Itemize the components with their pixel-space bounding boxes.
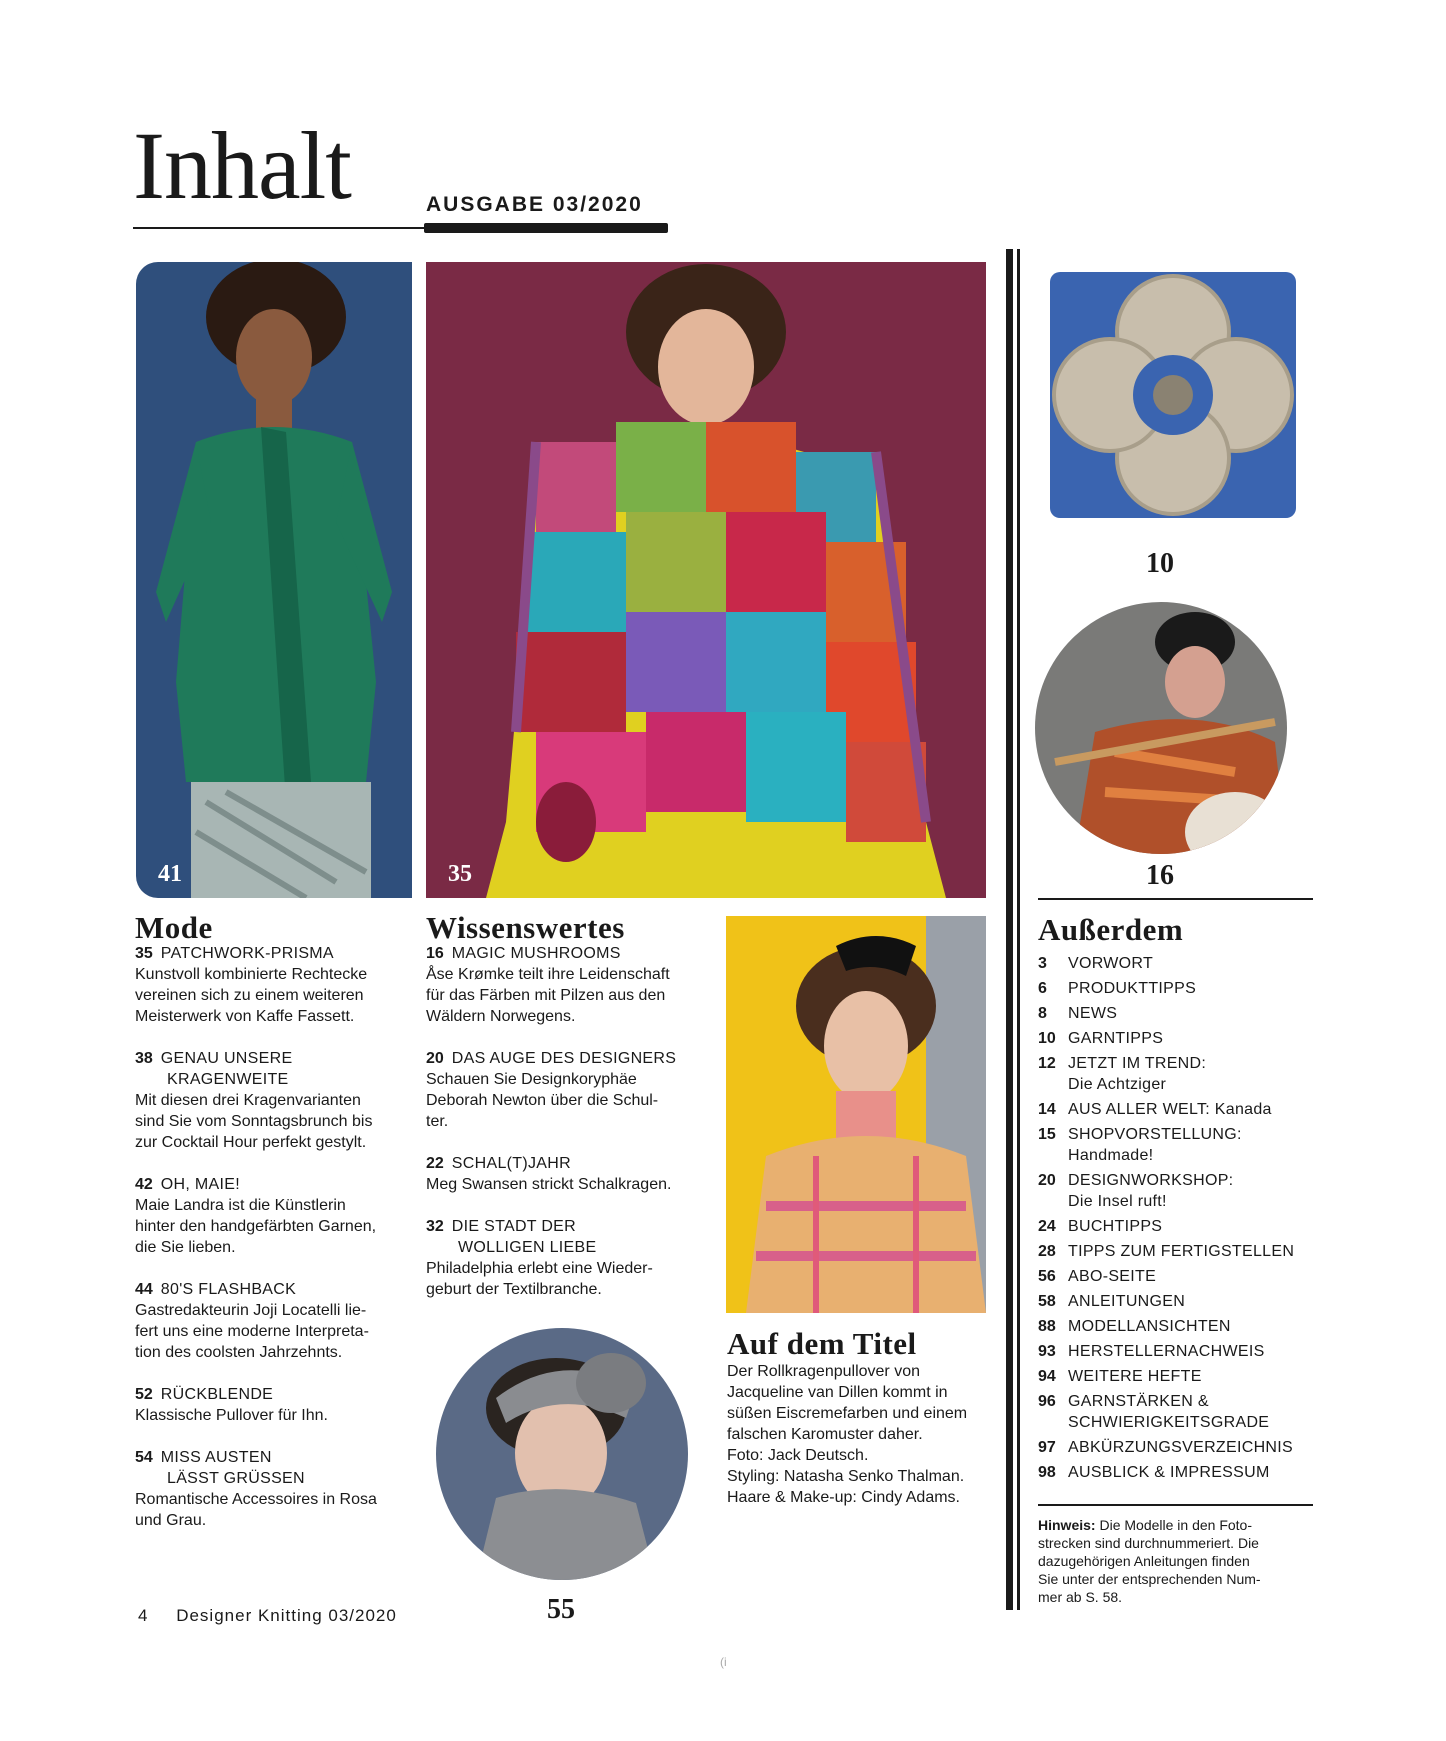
- toc-list-item[interactable]: [1038, 1053, 1318, 1095]
- toc-entry-heading: DIE STADT DER: [451, 1218, 577, 1235]
- photo-page-number: 41: [158, 861, 182, 887]
- toc-list-item[interactable]: [1038, 1003, 1318, 1024]
- toc-entry-title: [135, 1279, 415, 1300]
- toc-list-item[interactable]: [1038, 1266, 1318, 1287]
- toc-entry-page: 22: [426, 1155, 444, 1172]
- toc-entry-page: 52: [135, 1386, 153, 1403]
- toc-item-page: 24: [1038, 1218, 1056, 1235]
- toc-item-label: HERSTELLERNACHWEIS: [1068, 1343, 1265, 1360]
- section-mode: [135, 912, 415, 1531]
- toc-item-label: VORWORT: [1068, 955, 1154, 972]
- toc-item-label: BUCHTIPPS: [1068, 1218, 1163, 1235]
- toc-list-item[interactable]: [1038, 1291, 1318, 1312]
- section-heading: Wissenswertes: [426, 910, 625, 945]
- toc-item-label: ANLEITUNGEN: [1068, 1293, 1186, 1310]
- toc-item-label: DESIGNWORKSHOP:: [1068, 1172, 1234, 1189]
- cover-line: Foto: Jack Deutsch.: [727, 1447, 869, 1464]
- toc-item-label: AUS ALLER WELT: Kanada: [1068, 1101, 1272, 1118]
- knitter-portrait-illustration: [1035, 602, 1287, 854]
- toc-entry[interactable]: [135, 1174, 415, 1258]
- toc-entry-description: Romantische Accessoires in Rosa: [135, 1491, 377, 1508]
- cover-model-illustration: [726, 916, 986, 1313]
- toc-entry-description: Wäldern Norwegens.: [426, 1008, 576, 1025]
- toc-item-label-cont: Handmade!: [1068, 1147, 1154, 1164]
- toc-entry-page: 16: [426, 945, 444, 962]
- toc-item-label-cont: Die Achtziger: [1068, 1076, 1167, 1093]
- note-line: Sie unter der entsprechenden Num-: [1038, 1571, 1261, 1587]
- toc-entry-page: 44: [135, 1281, 153, 1298]
- toc-entry-title: [135, 1447, 415, 1468]
- toc-list-item[interactable]: [1038, 1216, 1318, 1237]
- toc-item-label: WEITERE HEFTE: [1068, 1368, 1202, 1385]
- toc-item-label: GARNTIPPS: [1068, 1030, 1164, 1047]
- cover-line: Styling: Natasha Senko Thalman.: [727, 1468, 965, 1485]
- page-title: Inhalt: [133, 112, 351, 219]
- toc-entry-heading-cont: LÄSST GRÜSSEN: [167, 1470, 305, 1487]
- toc-entry-title: [426, 943, 716, 964]
- note-line: mer ab S. 58.: [1038, 1589, 1123, 1605]
- section-heading: Auf dem Titel: [727, 1326, 917, 1361]
- note: [1038, 1516, 1313, 1606]
- section-ausserdem: [1038, 914, 1318, 1487]
- crochet-flower-illustration: [1040, 262, 1306, 528]
- toc-entry-page: 42: [135, 1176, 153, 1193]
- toc-item-page: 28: [1038, 1243, 1056, 1260]
- toc-entry-description: Gastredakteurin Joji Locatelli lie-: [135, 1302, 367, 1319]
- note-line: strecken sind durchnummeriert. Die: [1038, 1535, 1259, 1551]
- toc-item-label: MODELLANSICHTEN: [1068, 1318, 1231, 1335]
- toc-entry-heading-cont: WOLLIGEN LIEBE: [458, 1239, 597, 1256]
- toc-item-page: 14: [1038, 1101, 1056, 1118]
- toc-entry-heading: 80'S FLASHBACK: [160, 1281, 297, 1298]
- toc-list-item[interactable]: [1038, 1099, 1318, 1120]
- figure-page-number: 55: [547, 1594, 575, 1625]
- ausserdem-top-rule: [1038, 898, 1313, 900]
- toc-entry-description: und Grau.: [135, 1512, 207, 1529]
- toc-entry-page: 54: [135, 1449, 153, 1466]
- footer: [138, 1606, 397, 1626]
- cover-line: Haare & Make-up: Cindy Adams.: [727, 1489, 960, 1506]
- toc-item-label: JETZT IM TREND:: [1068, 1055, 1207, 1072]
- toc-entry[interactable]: [135, 1048, 415, 1153]
- toc-entry[interactable]: [426, 1048, 716, 1132]
- toc-item-page: 15: [1038, 1126, 1056, 1143]
- toc-item-label: TIPPS ZUM FERTIGSTELLEN: [1068, 1243, 1295, 1260]
- toc-entry[interactable]: [426, 1153, 716, 1195]
- toc-entry-page: 20: [426, 1050, 444, 1067]
- toc-entry-description: ter.: [426, 1113, 449, 1130]
- toc-entry-page: 35: [135, 945, 153, 962]
- toc-entry-description: Mit diesen drei Kragenvarianten: [135, 1092, 361, 1109]
- toc-item-page: 94: [1038, 1368, 1056, 1385]
- toc-list-item[interactable]: [1038, 1170, 1318, 1212]
- toc-entry-description: Åse Krømke teilt ihre Leidenschaft: [426, 966, 670, 983]
- toc-entry-page: 38: [135, 1050, 153, 1067]
- toc-list-item[interactable]: [1038, 1028, 1318, 1049]
- toc-entry-description: hinter den handgefärbten Garnen,: [135, 1218, 377, 1235]
- toc-list-item[interactable]: [1038, 1437, 1318, 1458]
- toc-entry-title: [135, 943, 415, 964]
- toc-item-label-cont: Die Insel ruft!: [1068, 1193, 1167, 1210]
- toc-entry-heading: RÜCKBLENDE: [160, 1386, 274, 1403]
- toc-item-label-cont: SCHWIERIGKEITSGRADE: [1068, 1414, 1270, 1431]
- toc-entry-title: [426, 1153, 716, 1174]
- toc-entry[interactable]: [135, 1279, 415, 1363]
- toc-entry-description: Meg Swansen strickt Schalkragen.: [426, 1176, 672, 1193]
- toc-entry-heading: OH, MAIE!: [160, 1176, 240, 1193]
- toc-item-page: 20: [1038, 1172, 1056, 1189]
- photo-patchwork-shawl[interactable]: [426, 262, 986, 898]
- headband-illustration: [436, 1328, 688, 1580]
- section-heading: Mode: [135, 910, 213, 945]
- toc-entry-heading: GENAU UNSERE: [160, 1050, 293, 1067]
- toc-item-page: 12: [1038, 1055, 1056, 1072]
- toc-entry-description: für das Färben mit Pilzen aus den: [426, 987, 666, 1004]
- cover-line: süßen Eiscremefarben und einem: [727, 1405, 968, 1422]
- section-heading: Außerdem: [1038, 912, 1184, 947]
- toc-entry-title: [426, 1216, 716, 1237]
- figure-page-number: 10: [1146, 548, 1174, 579]
- issue-label: AUSGABE 03/2020: [426, 193, 643, 216]
- green-sweater-illustration: [136, 262, 412, 898]
- toc-entry-description: zur Cocktail Hour perfekt gestylt.: [135, 1134, 367, 1151]
- toc-entry-title: [135, 1048, 415, 1069]
- figure-page-number: 16: [1146, 860, 1174, 891]
- photo-knitter-portrait[interactable]: [1035, 602, 1287, 854]
- toc-item-page: 56: [1038, 1268, 1056, 1285]
- note-label: Hinweis:: [1038, 1517, 1096, 1533]
- toc-item-label: NEWS: [1068, 1005, 1118, 1022]
- toc-entry[interactable]: [426, 1216, 716, 1300]
- toc-entry-description: tion des coolsten Jahrzehnts.: [135, 1344, 343, 1361]
- toc-item-page: 98: [1038, 1464, 1056, 1481]
- toc-item-page: 8: [1038, 1005, 1047, 1022]
- toc-entry-heading: MAGIC MUSHROOMS: [451, 945, 621, 962]
- toc-entry-title: [135, 1174, 415, 1195]
- toc-list-item[interactable]: [1038, 1391, 1318, 1433]
- toc-entry-description: geburt der Textilbranche.: [426, 1281, 602, 1298]
- toc-entry-description: Meisterwerk von Kaffe Fassett.: [135, 1008, 355, 1025]
- photo-crochet-flower[interactable]: [1040, 262, 1306, 528]
- toc-entry-heading: MISS AUSTEN: [160, 1449, 272, 1466]
- toc-item-page: 10: [1038, 1030, 1056, 1047]
- section-cover-info: [727, 1328, 997, 1508]
- note-line: dazugehörigen Anleitungen finden: [1038, 1553, 1250, 1569]
- toc-list-item[interactable]: [1038, 1241, 1318, 1262]
- toc-item-label: ABO-SEITE: [1068, 1268, 1157, 1285]
- toc-list-item[interactable]: [1038, 978, 1318, 999]
- header-rule: [133, 227, 429, 229]
- patchwork-shawl-illustration: [426, 262, 986, 898]
- footer-publication: Designer Knitting 03/2020: [176, 1606, 397, 1625]
- toc-item-page: 6: [1038, 980, 1047, 997]
- toc-list-item[interactable]: [1038, 1124, 1318, 1166]
- toc-item-label: GARNSTÄRKEN &: [1068, 1393, 1209, 1410]
- toc-list-item[interactable]: [1038, 1462, 1318, 1483]
- column-divider: [1006, 249, 1013, 1610]
- note-line: [1038, 1516, 1313, 1534]
- toc-entry[interactable]: [135, 1447, 415, 1531]
- toc-item-page: 88: [1038, 1318, 1056, 1335]
- toc-entry-description: fert uns eine moderne Interpreta-: [135, 1323, 369, 1340]
- toc-entry-description: Deborah Newton über die Schul-: [426, 1092, 659, 1109]
- cover-line: Jacqueline van Dillen kommt in: [727, 1384, 948, 1401]
- toc-entry-heading: PATCHWORK-PRISMA: [160, 945, 334, 962]
- footer-page-number: 4: [138, 1606, 149, 1625]
- toc-item-page: 3: [1038, 955, 1047, 972]
- toc-entry-description: Kunstvoll kombinierte Rechtecke: [135, 966, 368, 983]
- toc-entry[interactable]: [426, 943, 716, 1027]
- toc-entry-description: Klassische Pullover für Ihn.: [135, 1407, 328, 1424]
- toc-item-page: 93: [1038, 1343, 1056, 1360]
- toc-entry-heading: DAS AUGE DES DESIGNERS: [451, 1050, 677, 1067]
- toc-entry-page: 32: [426, 1218, 444, 1235]
- photo-green-sweater[interactable]: [136, 262, 412, 898]
- toc-entry-description: die Sie lieben.: [135, 1239, 236, 1256]
- toc-list-item[interactable]: [1038, 1341, 1318, 1362]
- toc-entry-description: vereinen sich zu einem weiteren: [135, 987, 364, 1004]
- column-divider-thin: [1017, 249, 1020, 1610]
- photo-page-number: 35: [448, 861, 472, 887]
- ausserdem-bottom-rule: [1038, 1504, 1313, 1506]
- toc-list-item[interactable]: [1038, 1316, 1318, 1337]
- cover-line: falschen Karomuster daher.: [727, 1426, 923, 1443]
- section-wissenswertes: [426, 912, 716, 1300]
- toc-entry-description: Philadelphia erlebt eine Wieder-: [426, 1260, 653, 1277]
- toc-entry-title: [426, 1048, 716, 1069]
- cover-line: Der Rollkragenpullover von: [727, 1363, 920, 1380]
- toc-entry[interactable]: [135, 943, 415, 1027]
- toc-item-page: 97: [1038, 1439, 1056, 1456]
- toc-entry-description: Maie Landra ist die Künstlerin: [135, 1197, 346, 1214]
- toc-item-page: 58: [1038, 1293, 1056, 1310]
- toc-item-label: PRODUKTTIPPS: [1068, 980, 1197, 997]
- toc-item-page: 96: [1038, 1393, 1056, 1410]
- header-rule-bold: [424, 223, 668, 233]
- toc-item-label: ABKÜRZUNGSVERZEICHNIS: [1068, 1439, 1293, 1456]
- photo-cover-model[interactable]: [726, 916, 986, 1313]
- photo-headband[interactable]: [436, 1328, 688, 1580]
- toc-entry-heading: SCHAL(T)JAHR: [451, 1155, 571, 1172]
- toc-entry-description: sind Sie vom Sonntagsbrunch bis: [135, 1113, 373, 1130]
- toc-entry-heading-cont: KRAGENWEITE: [167, 1071, 289, 1088]
- toc-list-item[interactable]: [1038, 953, 1318, 974]
- note-text: Die Modelle in den Foto-: [1095, 1517, 1252, 1533]
- toc-entry[interactable]: [135, 1384, 415, 1426]
- page-mark: (i: [720, 1655, 727, 1669]
- toc-entry-description: Schauen Sie Designkoryphäe: [426, 1071, 637, 1088]
- toc-entry-title: [135, 1384, 415, 1405]
- toc-list-item[interactable]: [1038, 1366, 1318, 1387]
- toc-item-label: AUSBLICK & IMPRESSUM: [1068, 1464, 1270, 1481]
- toc-item-label: SHOPVORSTELLUNG:: [1068, 1126, 1242, 1143]
